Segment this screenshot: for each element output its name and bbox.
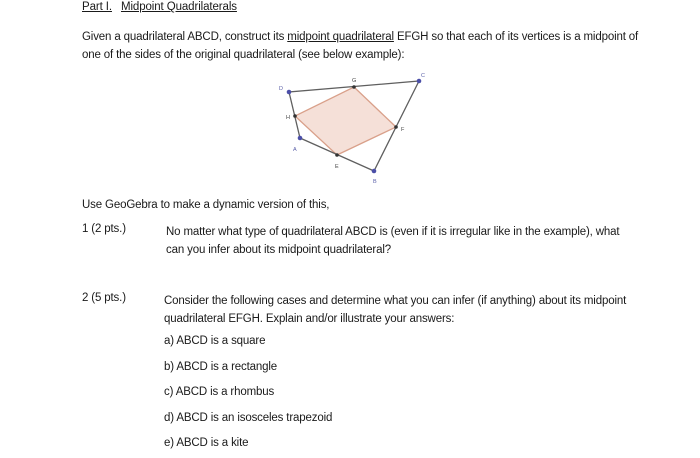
midpoint-h-point [293, 114, 297, 118]
label-d: D [279, 86, 283, 92]
vertex-d-point [287, 90, 292, 95]
vertex-a-point [298, 136, 303, 141]
label-h: H [286, 115, 290, 121]
intro-text-before: Given a quadrilateral ABCD, construct its [82, 31, 288, 43]
intro-text-after: EFGH so that each of its vertices is a midpoint of one of the sides of the original quadrilateral (see below example): [82, 31, 639, 61]
intro-term: midpoint quadrilateral [287, 31, 394, 43]
case-d-isosceles-trapezoid: d) ABCD is an isosceles trapezoid [164, 412, 333, 424]
question-2-label: 2 (5 pts.) [82, 292, 126, 304]
label-c: C [421, 73, 425, 79]
case-e-kite: e) ABCD is a kite [164, 437, 249, 449]
question-2-text: Consider the following cases and determine what you can infer (if anything) about its midpoint quadrilateral EFGH. Explain and/or illustrate your answers: [164, 295, 627, 325]
label-g: G [352, 78, 357, 84]
question-1-label: 1 (2 pts.) [82, 223, 126, 235]
case-b-rectangle: b) ABCD is a rectangle [164, 361, 278, 373]
part-title: Midpoint Quadrilaterals [120, 1, 237, 13]
vertex-b-point [372, 169, 377, 174]
intro-paragraph [82, 28, 642, 64]
midpoint-e-point [335, 153, 339, 157]
midpoint-quadrilateral-figure [270, 65, 440, 190]
case-c-rhombus: c) ABCD is a rhombus [164, 386, 275, 398]
part-number: Part I. [82, 1, 112, 13]
part-heading [82, 1, 237, 13]
vertex-c-point [417, 79, 422, 84]
case-a-square: a) ABCD is a square [164, 335, 266, 347]
geogebra-instruction: Use GeoGebra to make a dynamic version of this, [82, 199, 330, 211]
label-b: B [373, 179, 377, 185]
label-e: E [335, 164, 339, 170]
midpoint-quadrilateral-efgh [295, 87, 396, 155]
midpoint-f-point [394, 125, 398, 129]
label-f: F [401, 127, 405, 133]
question-1-text: No matter what type of quadrilateral ABCD is (even if it is irregular like in the example), what can you infer about its midpoint quadrilateral? [166, 226, 620, 256]
midpoint-g-point [352, 85, 356, 89]
label-a: A [293, 147, 297, 153]
